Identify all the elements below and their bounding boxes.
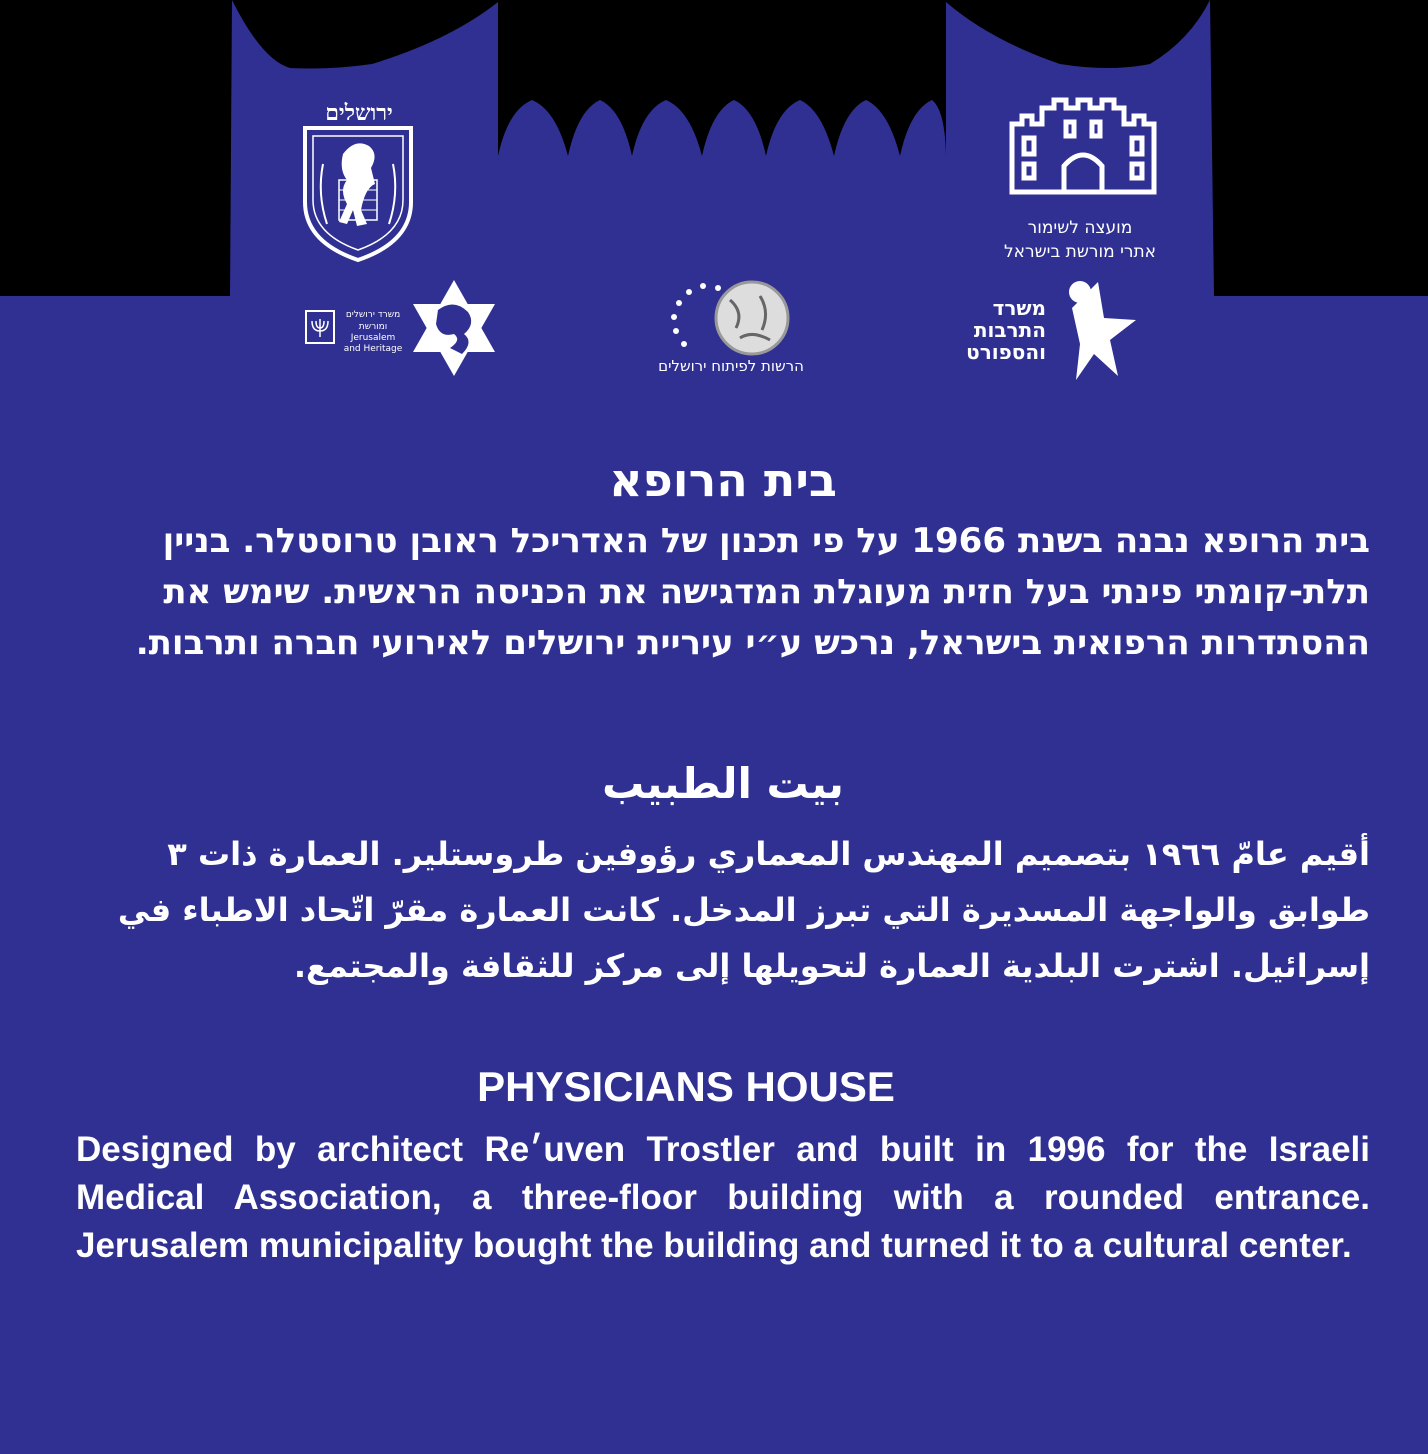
development-authority-caption: הרשות לפיתוח ירושלים (658, 357, 804, 375)
english-title: PHYSICIANS HOUSE (477, 1063, 895, 1110)
heritage-ministry-caption-he-2: ומורשת (358, 322, 388, 332)
heritage-council-caption-2: אתרי מורשת בישראל (1003, 242, 1157, 262)
arabic-body: أقيم عامّ ١٩٦٦ بتصميم المهندس المعماري رؤوفين طروستلير. العمارة ذات ٣ طوابق والواجهة المسديرة التي تبرز المدخل. كانت العمارة مقرّ اتّحاد الاطباء في إسرائيل. اشترت البلدية العمارة لتحويلها إلى مركز للثقافة والمجتمع. (117, 835, 1370, 985)
heritage-ministry-caption-en-2: and Heritage (343, 344, 403, 354)
hebrew-title: בית הרופא (609, 453, 837, 507)
english-body: Designed by architect Re׳uven Trostler and built in 1996 for the Israeli Medical Association, a three-floor building with a rounded entrance. Jerusalem municipality bought the building and turned it to a cultural center. (76, 1130, 1370, 1265)
culture-ministry-caption-2: התרבות (973, 318, 1046, 342)
heritage-ministry-caption-en-1: Jerusalem (350, 333, 396, 343)
hebrew-body: בית הרופא נבנה בשנת 1966 על פי תכנון של האדריכל ראובן טרוסטלר. בניין תלת-קומתי פינתי בעל חזית מעוגלת המדגישה את הכניסה הראשית. שימש את ההסתדרות הרפואית בישראל, נרכש ע״י עיריית ירושלים לאירועי חברה ותרבות. (135, 521, 1370, 663)
arabic-title: بيت الطبيب (602, 759, 844, 808)
heritage-council-caption-1: מועצה לשימור (1027, 218, 1133, 238)
jerusalem-emblem-caption: ירושלים (325, 100, 393, 126)
culture-ministry-caption-3: והספורט (966, 340, 1046, 364)
heritage-ministry-caption-he-1: משרד ירושלים (345, 310, 401, 320)
culture-ministry-caption-1: משרד (992, 296, 1046, 320)
